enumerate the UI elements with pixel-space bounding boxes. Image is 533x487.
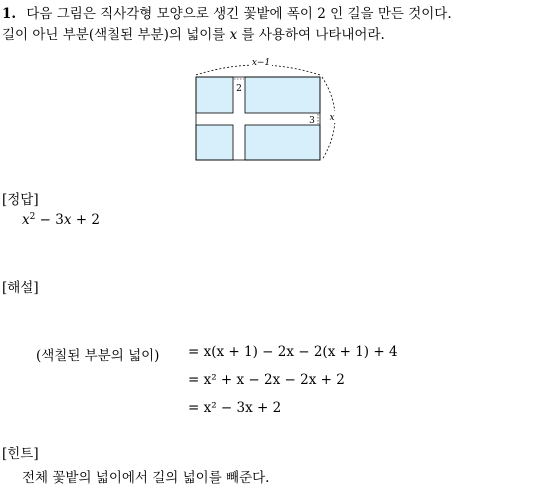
solution-row-2: = x² + x − 2x − 2x + 2 xyxy=(188,372,345,388)
problem-variable: x xyxy=(229,27,238,43)
garden-plot-bottom-right xyxy=(245,125,320,160)
top-dimension-label: x−1 xyxy=(251,58,271,68)
solution-row-1: = x(x + 1) − 2x − 2(x + 1) + 4 xyxy=(188,344,398,360)
hint-heading: [힌트] xyxy=(2,446,39,462)
solution-lhs: (색칠된 부분의 넓이) xyxy=(36,348,160,364)
garden-plot-top-left xyxy=(196,77,233,113)
problem-line-2 xyxy=(2,23,385,43)
answer-heading: [정답] xyxy=(2,192,39,208)
garden-plot-bottom-left xyxy=(196,125,233,160)
problem-text-1: 다음 그림은 직사각형 모양으로 생긴 꽃밭에 폭이 2 인 길을 만든 것이다. xyxy=(26,6,452,22)
right-dimension-label: x xyxy=(329,113,335,123)
path-height-label: 3 xyxy=(309,116,315,126)
problem-text-2b: 를 사용하여 나타내어라. xyxy=(237,27,385,43)
answer-expression: $x^2 - 3x + 2$ xyxy=(22,212,100,228)
garden-plot-top-right xyxy=(245,77,320,113)
problem-line-1 xyxy=(2,2,452,22)
path-width-label: 2 xyxy=(236,84,242,94)
problem-number: 1. xyxy=(2,6,17,22)
hint-text: 전체 꽃밭의 넓이에서 길의 넓이를 빼준다. xyxy=(22,470,270,486)
solution-heading: [해설] xyxy=(2,280,39,296)
solution-row-3: = x² − 3x + 2 xyxy=(188,400,282,416)
garden-figure xyxy=(190,55,350,165)
problem-text-2a: 길이 아닌 부분(색칠된 부분)의 넓이를 xyxy=(2,27,230,43)
